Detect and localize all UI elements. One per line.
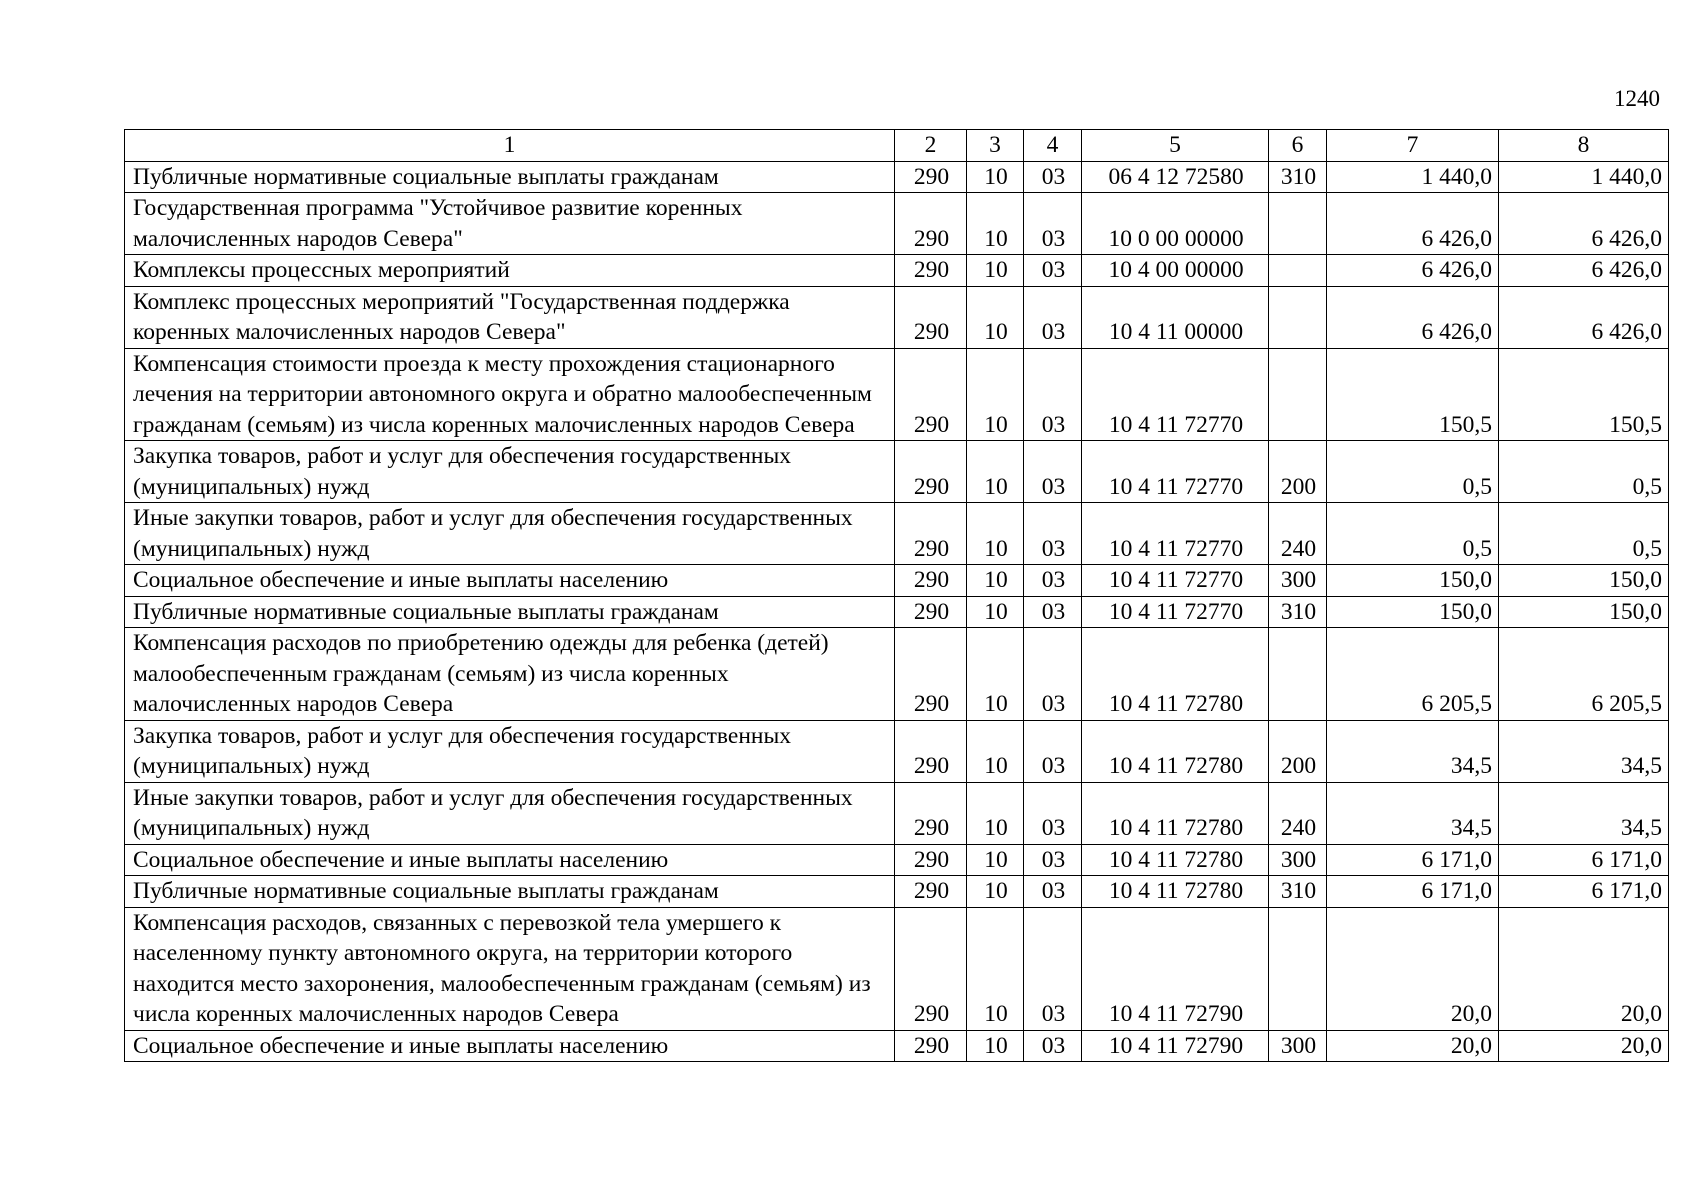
column-header-4: 4	[1024, 130, 1082, 162]
row-section-cell: 10	[967, 1030, 1024, 1062]
row-amount-year1-cell: 20,0	[1327, 1030, 1499, 1062]
row-expense-type-cell: 200	[1269, 441, 1327, 503]
column-header-1: 1	[125, 130, 895, 162]
row-target-article-cell: 06 4 12 72580	[1082, 161, 1269, 193]
row-name-cell: Социальное обеспечение и иные выплаты населению	[125, 565, 895, 597]
row-ministry-cell: 290	[895, 628, 967, 721]
budget-table	[124, 129, 1669, 1062]
table-row	[125, 161, 1669, 193]
row-amount-year2-cell: 1 440,0	[1499, 161, 1669, 193]
header-row	[125, 130, 1669, 162]
row-amount-year1-cell: 6 426,0	[1327, 286, 1499, 348]
row-target-article-cell: 10 4 11 72780	[1082, 782, 1269, 844]
row-amount-year1-cell: 6 426,0	[1327, 255, 1499, 287]
row-ministry-cell: 290	[895, 782, 967, 844]
row-subsection-cell: 03	[1024, 876, 1082, 908]
column-header-5: 5	[1082, 130, 1269, 162]
table-row	[125, 503, 1669, 565]
row-amount-year2-cell: 6 171,0	[1499, 876, 1669, 908]
row-subsection-cell: 03	[1024, 628, 1082, 721]
row-amount-year1-cell: 0,5	[1327, 503, 1499, 565]
row-amount-year2-cell: 150,0	[1499, 596, 1669, 628]
row-amount-year1-cell: 150,0	[1327, 565, 1499, 597]
row-amount-year2-cell: 6 426,0	[1499, 286, 1669, 348]
row-amount-year1-cell: 34,5	[1327, 720, 1499, 782]
row-target-article-cell: 10 4 11 72770	[1082, 565, 1269, 597]
row-subsection-cell: 03	[1024, 720, 1082, 782]
page-number: 1240	[1614, 86, 1660, 111]
row-amount-year2-cell: 6 205,5	[1499, 628, 1669, 721]
row-section-cell: 10	[967, 782, 1024, 844]
row-amount-year2-cell: 34,5	[1499, 720, 1669, 782]
row-target-article-cell: 10 0 00 00000	[1082, 193, 1269, 255]
row-ministry-cell: 290	[895, 503, 967, 565]
row-amount-year1-cell: 0,5	[1327, 441, 1499, 503]
row-subsection-cell: 03	[1024, 193, 1082, 255]
row-section-cell: 10	[967, 193, 1024, 255]
row-amount-year2-cell: 20,0	[1499, 1030, 1669, 1062]
row-target-article-cell: 10 4 11 72790	[1082, 907, 1269, 1030]
row-section-cell: 10	[967, 161, 1024, 193]
row-amount-year1-cell: 1 440,0	[1327, 161, 1499, 193]
row-target-article-cell: 10 4 11 72790	[1082, 1030, 1269, 1062]
row-name-cell: Публичные нормативные социальные выплаты гражданам	[125, 596, 895, 628]
row-name-cell: Закупка товаров, работ и услуг для обеспечения государственных (муниципальных) нужд	[125, 720, 895, 782]
row-ministry-cell: 290	[895, 876, 967, 908]
row-section-cell: 10	[967, 628, 1024, 721]
row-name-cell: Социальное обеспечение и иные выплаты населению	[125, 844, 895, 876]
row-amount-year1-cell: 6 426,0	[1327, 193, 1499, 255]
table-row	[125, 193, 1669, 255]
row-subsection-cell: 03	[1024, 348, 1082, 441]
row-expense-type-cell: 310	[1269, 596, 1327, 628]
row-name-cell: Компенсация стоимости проезда к месту прохождения стационарного лечения на территории автономного округа и обратно малообеспеченным гражданам (семьям) из числа коренных малочисленных народов Севера	[125, 348, 895, 441]
row-target-article-cell: 10 4 11 72780	[1082, 876, 1269, 908]
row-name-cell: Компенсация расходов по приобретению одежды для ребенка (детей) малообеспеченным гражданам (семьям) из числа коренных малочисленных народов Севера	[125, 628, 895, 721]
row-section-cell: 10	[967, 876, 1024, 908]
row-subsection-cell: 03	[1024, 844, 1082, 876]
row-name-cell: Комплекс процессных мероприятий "Государственная поддержка коренных малочисленных народов Севера"	[125, 286, 895, 348]
row-name-cell: Иные закупки товаров, работ и услуг для обеспечения государственных (муниципальных) нужд	[125, 503, 895, 565]
row-ministry-cell: 290	[895, 907, 967, 1030]
row-amount-year1-cell: 6 205,5	[1327, 628, 1499, 721]
row-target-article-cell: 10 4 11 72780	[1082, 628, 1269, 721]
row-subsection-cell: 03	[1024, 286, 1082, 348]
row-amount-year2-cell: 0,5	[1499, 503, 1669, 565]
row-subsection-cell: 03	[1024, 161, 1082, 193]
row-target-article-cell: 10 4 11 00000	[1082, 286, 1269, 348]
column-header-3: 3	[967, 130, 1024, 162]
row-expense-type-cell: 300	[1269, 1030, 1327, 1062]
row-subsection-cell: 03	[1024, 441, 1082, 503]
row-ministry-cell: 290	[895, 161, 967, 193]
row-ministry-cell: 290	[895, 565, 967, 597]
row-name-cell: Комплексы процессных мероприятий	[125, 255, 895, 287]
row-name-cell: Иные закупки товаров, работ и услуг для обеспечения государственных (муниципальных) нужд	[125, 782, 895, 844]
row-section-cell: 10	[967, 348, 1024, 441]
row-section-cell: 10	[967, 255, 1024, 287]
row-amount-year2-cell: 6 426,0	[1499, 255, 1669, 287]
row-amount-year2-cell: 6 171,0	[1499, 844, 1669, 876]
row-expense-type-cell	[1269, 348, 1327, 441]
row-name-cell: Публичные нормативные социальные выплаты гражданам	[125, 161, 895, 193]
table-row	[125, 348, 1669, 441]
row-subsection-cell: 03	[1024, 907, 1082, 1030]
row-target-article-cell: 10 4 11 72770	[1082, 596, 1269, 628]
row-amount-year1-cell: 6 171,0	[1327, 844, 1499, 876]
row-expense-type-cell: 300	[1269, 844, 1327, 876]
row-name-cell: Компенсация расходов, связанных с перевозкой тела умершего к населенному пункту автономного округа, на территории которого находится место захоронения, малообеспеченным гражданам (семьям) из числа коренных малочисленных народов Севера	[125, 907, 895, 1030]
column-header-7: 7	[1327, 130, 1499, 162]
table-row	[125, 1030, 1669, 1062]
row-target-article-cell: 10 4 11 72770	[1082, 503, 1269, 565]
row-amount-year2-cell: 20,0	[1499, 907, 1669, 1030]
row-expense-type-cell: 310	[1269, 876, 1327, 908]
row-name-cell: Закупка товаров, работ и услуг для обеспечения государственных (муниципальных) нужд	[125, 441, 895, 503]
row-target-article-cell: 10 4 11 72780	[1082, 844, 1269, 876]
row-target-article-cell: 10 4 11 72780	[1082, 720, 1269, 782]
row-expense-type-cell: 240	[1269, 782, 1327, 844]
table-row	[125, 255, 1669, 287]
row-subsection-cell: 03	[1024, 782, 1082, 844]
row-expense-type-cell	[1269, 193, 1327, 255]
row-amount-year2-cell: 150,5	[1499, 348, 1669, 441]
row-amount-year2-cell: 0,5	[1499, 441, 1669, 503]
row-subsection-cell: 03	[1024, 255, 1082, 287]
row-amount-year1-cell: 6 171,0	[1327, 876, 1499, 908]
row-amount-year1-cell: 34,5	[1327, 782, 1499, 844]
row-expense-type-cell: 240	[1269, 503, 1327, 565]
row-ministry-cell: 290	[895, 255, 967, 287]
row-expense-type-cell: 200	[1269, 720, 1327, 782]
row-section-cell: 10	[967, 907, 1024, 1030]
row-section-cell: 10	[967, 565, 1024, 597]
row-name-cell: Государственная программа "Устойчивое развитие коренных малочисленных народов Севера"	[125, 193, 895, 255]
table-row	[125, 286, 1669, 348]
row-expense-type-cell: 310	[1269, 161, 1327, 193]
table-row	[125, 441, 1669, 503]
row-name-cell: Публичные нормативные социальные выплаты гражданам	[125, 876, 895, 908]
table-row	[125, 628, 1669, 721]
row-amount-year1-cell: 150,0	[1327, 596, 1499, 628]
row-ministry-cell: 290	[895, 1030, 967, 1062]
row-ministry-cell: 290	[895, 441, 967, 503]
row-ministry-cell: 290	[895, 720, 967, 782]
row-amount-year2-cell: 34,5	[1499, 782, 1669, 844]
table-row	[125, 907, 1669, 1030]
row-section-cell: 10	[967, 503, 1024, 565]
column-header-8: 8	[1499, 130, 1669, 162]
column-header-2: 2	[895, 130, 967, 162]
table-row	[125, 876, 1669, 908]
row-expense-type-cell: 300	[1269, 565, 1327, 597]
row-amount-year2-cell: 6 426,0	[1499, 193, 1669, 255]
column-header-6: 6	[1269, 130, 1327, 162]
row-subsection-cell: 03	[1024, 503, 1082, 565]
row-name-cell: Социальное обеспечение и иные выплаты населению	[125, 1030, 895, 1062]
table-row	[125, 565, 1669, 597]
row-amount-year1-cell: 20,0	[1327, 907, 1499, 1030]
row-amount-year2-cell: 150,0	[1499, 565, 1669, 597]
row-target-article-cell: 10 4 11 72770	[1082, 441, 1269, 503]
row-ministry-cell: 290	[895, 348, 967, 441]
row-expense-type-cell	[1269, 907, 1327, 1030]
table-row	[125, 782, 1669, 844]
row-target-article-cell: 10 4 11 72770	[1082, 348, 1269, 441]
row-amount-year1-cell: 150,5	[1327, 348, 1499, 441]
row-ministry-cell: 290	[895, 596, 967, 628]
table-row	[125, 596, 1669, 628]
table-row	[125, 720, 1669, 782]
row-expense-type-cell	[1269, 255, 1327, 287]
row-ministry-cell: 290	[895, 193, 967, 255]
row-section-cell: 10	[967, 720, 1024, 782]
row-target-article-cell: 10 4 00 00000	[1082, 255, 1269, 287]
row-section-cell: 10	[967, 844, 1024, 876]
row-section-cell: 10	[967, 596, 1024, 628]
row-ministry-cell: 290	[895, 844, 967, 876]
row-ministry-cell: 290	[895, 286, 967, 348]
row-subsection-cell: 03	[1024, 565, 1082, 597]
row-subsection-cell: 03	[1024, 1030, 1082, 1062]
table-row	[125, 844, 1669, 876]
row-expense-type-cell	[1269, 286, 1327, 348]
row-expense-type-cell	[1269, 628, 1327, 721]
row-section-cell: 10	[967, 441, 1024, 503]
row-subsection-cell: 03	[1024, 596, 1082, 628]
row-section-cell: 10	[967, 286, 1024, 348]
